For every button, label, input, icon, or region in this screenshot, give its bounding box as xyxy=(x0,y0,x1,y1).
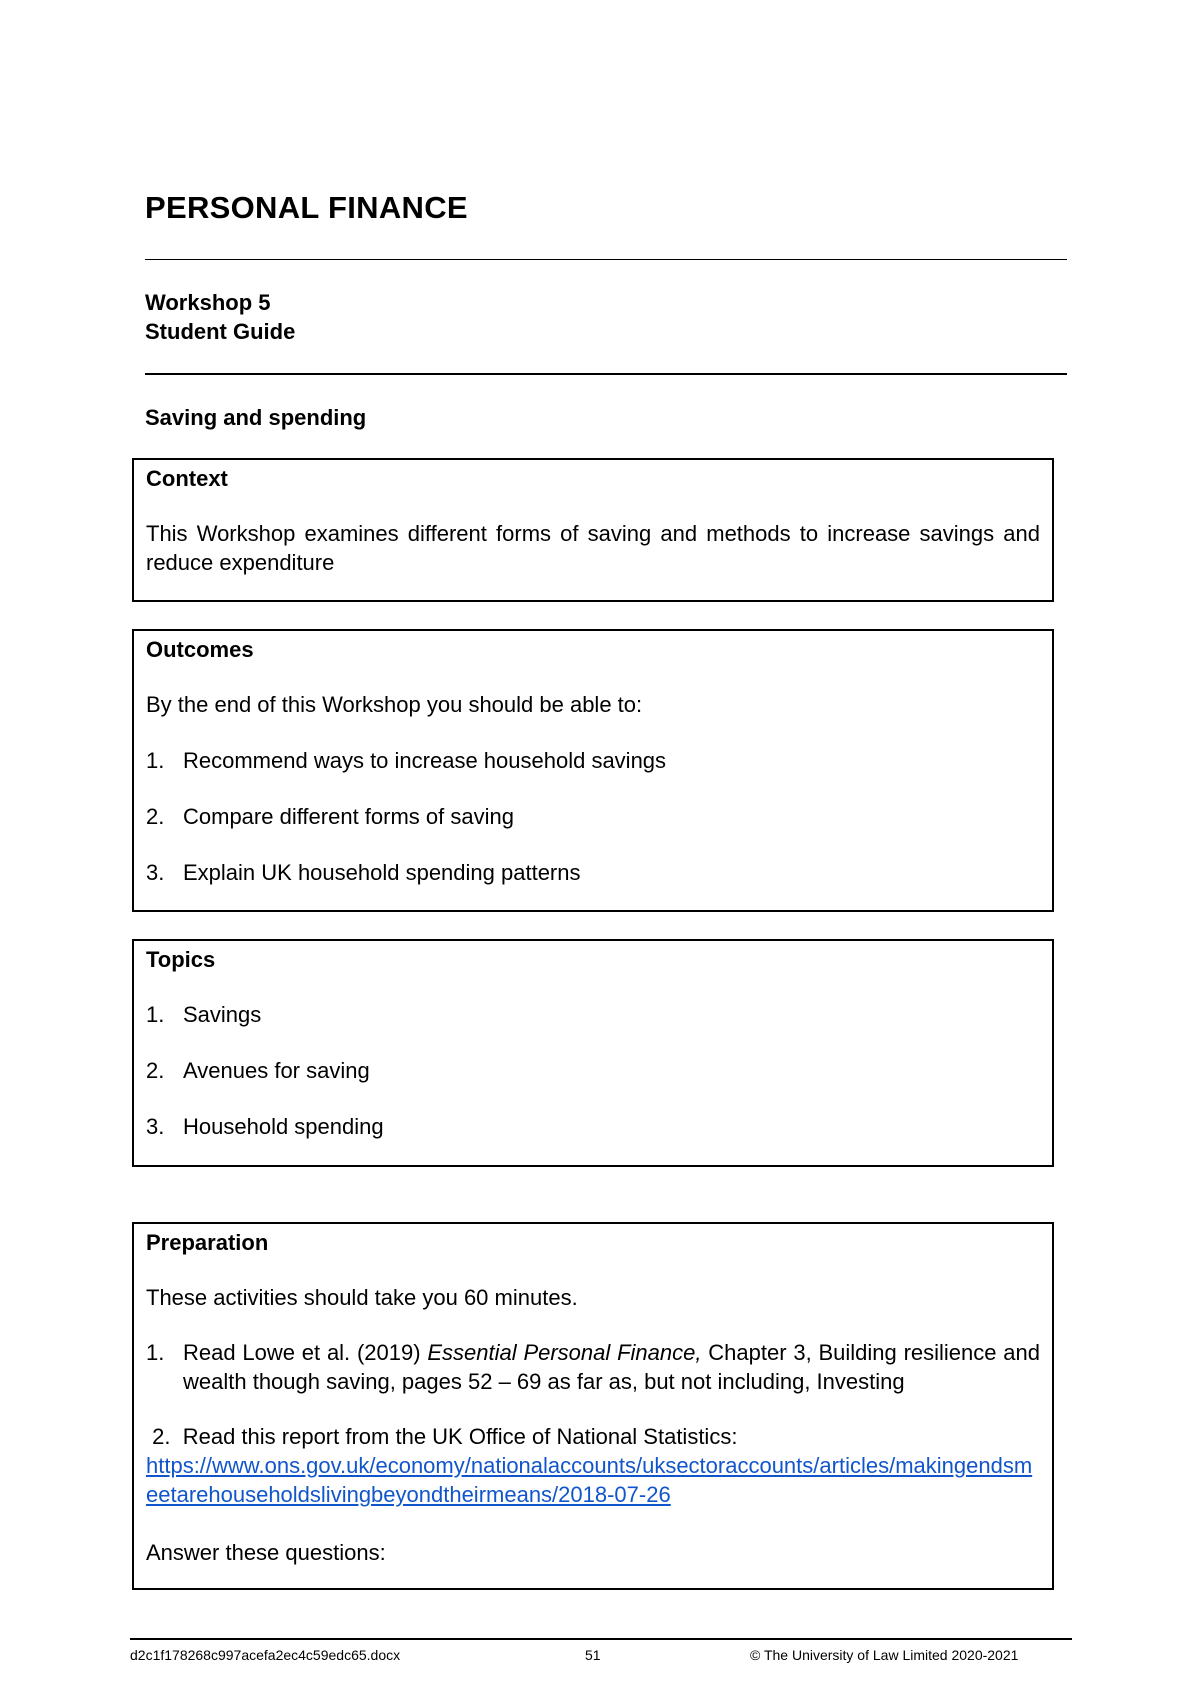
outcome-item xyxy=(146,858,1040,887)
footer-filename: d2c1f178268c997acefa2ec4c59edc65.docx xyxy=(130,1647,401,1663)
outcome-item xyxy=(146,802,1040,831)
report-instruction: Read this report from the UK Office of National Statistics: xyxy=(182,1424,738,1449)
outcomes-box xyxy=(132,629,1054,912)
preparation-item xyxy=(146,1338,1040,1396)
outcomes-intro: By the end of this Workshop you should be able to: xyxy=(146,692,643,717)
ons-report-link[interactable]: https://www.ons.gov.uk/economy/nationalaccounts/uksectoraccounts/articles/makingendsmeetarehouseholdslivingbeyondtheirmeans/2018-07-26 xyxy=(146,1453,1033,1507)
outcome-number: 1. xyxy=(146,748,165,773)
outcome-text: Explain UK household spending patterns xyxy=(183,860,581,885)
context-heading: Context xyxy=(146,466,228,491)
topic-text: Savings xyxy=(183,1002,262,1027)
topic-number: 3. xyxy=(146,1114,165,1139)
workshop-number: Workshop 5 xyxy=(145,290,271,315)
preparation-number: 2. xyxy=(152,1424,171,1449)
document-title: PERSONAL FINANCE xyxy=(145,190,468,225)
preparation-box xyxy=(132,1222,1054,1590)
context-text: This Workshop examines different forms of saving and methods to increase savings and reduce expenditure xyxy=(146,521,1040,575)
topic-item xyxy=(146,1056,1040,1085)
preparation-item xyxy=(146,1422,1040,1451)
report-link-wrap xyxy=(146,1451,1040,1509)
topic-number: 2. xyxy=(146,1058,165,1083)
outcome-number: 3. xyxy=(146,860,165,885)
outcome-item xyxy=(146,746,1040,775)
topic-number: 1. xyxy=(146,1002,165,1027)
reading-post: Chapter 3, Building resilience and wealth though saving, pages 52 – 69 as far as, but not including, Investing xyxy=(183,1340,1041,1394)
topic-text: Household spending xyxy=(183,1114,384,1139)
topic-text: Avenues for saving xyxy=(183,1058,370,1083)
topic-item xyxy=(146,1112,1040,1141)
footer-divider xyxy=(130,1638,1072,1640)
preparation-number: 1. xyxy=(146,1340,165,1365)
preparation-closing: Answer these questions: xyxy=(146,1540,386,1565)
topics-heading: Topics xyxy=(146,947,216,972)
section-heading: Saving and spending xyxy=(145,405,367,430)
outcome-number: 2. xyxy=(146,804,165,829)
outcome-text: Recommend ways to increase household savings xyxy=(183,748,667,773)
outcome-text: Compare different forms of saving xyxy=(183,804,514,829)
context-box xyxy=(132,458,1054,602)
footer-copyright: © The University of Law Limited 2020-2021 xyxy=(750,1647,1019,1663)
footer-page-number: 51 xyxy=(585,1647,601,1663)
preparation-intro: These activities should take you 60 minutes. xyxy=(146,1285,578,1310)
title-divider xyxy=(145,259,1067,260)
topics-box xyxy=(132,939,1054,1167)
outcomes-heading: Outcomes xyxy=(146,637,254,662)
student-guide-label: Student Guide xyxy=(145,319,296,344)
preparation-heading: Preparation xyxy=(146,1230,269,1255)
reading-instruction xyxy=(183,1338,1040,1396)
reading-pre: Read Lowe et al. (2019) xyxy=(183,1340,428,1365)
topic-item xyxy=(146,1000,1040,1029)
book-title: Essential Personal Finance, xyxy=(427,1340,702,1365)
header-divider xyxy=(145,373,1067,375)
